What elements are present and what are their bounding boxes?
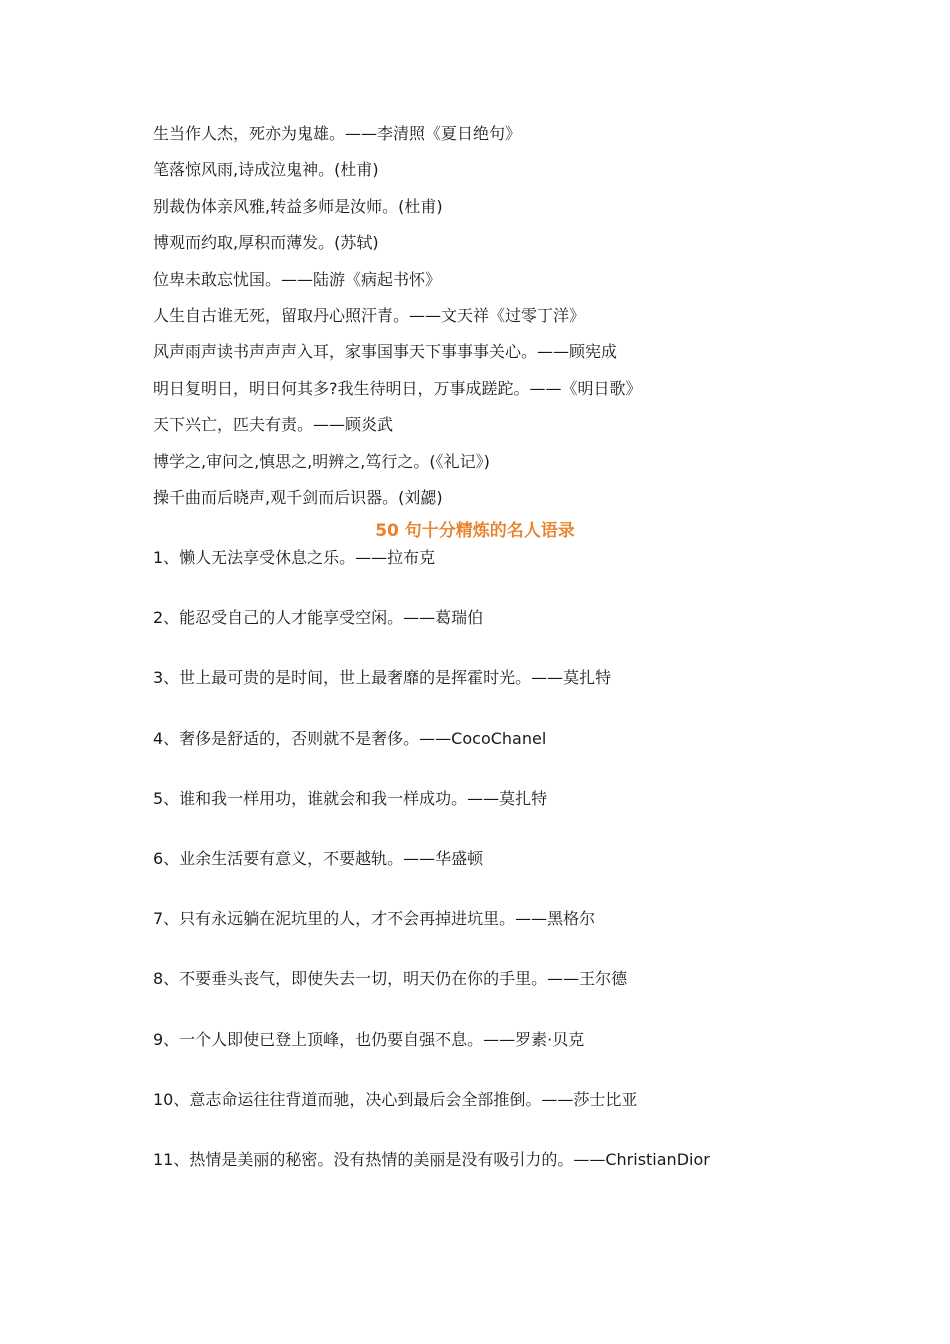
section-title: 50 句十分精炼的名人语录 [375, 521, 575, 541]
quote-item: 9、一个人即使已登上顶峰，也仍要自强不息。——罗素·贝克 [153, 1029, 585, 1049]
quote-item: 6、业余生活要有意义，不要越轨。——华盛顿 [153, 848, 484, 868]
quote-item: 4、奢侈是舒适的，否则就不是奢侈。——CocoChanel [153, 728, 547, 748]
poetry-line: 明日复明日，明日何其多?我生待明日，万事成蹉跎。——《明日歌》 [153, 378, 642, 398]
poetry-lines [153, 116, 853, 516]
poetry-line: 笔落惊风雨,诗成泣鬼神。(杜甫) [153, 160, 379, 180]
quote-item: 8、不要垂头丧气，即使失去一切，明天仍在你的手里。——王尔德 [153, 969, 628, 989]
poetry-line: 天下兴亡，匹夫有责。——顾炎武 [153, 415, 394, 435]
quote-item: 10、意志命运往往背道而驰，决心到最后会全部推倒。——莎士比亚 [153, 1089, 638, 1109]
poetry-line: 人生自古谁无死，留取丹心照汗青。——文天祥《过零丁洋》 [153, 305, 586, 325]
poetry-line: 别裁伪体亲风雅,转益多师是汝师。(杜甫) [153, 196, 443, 216]
quote-item: 3、世上最可贵的是时间，世上最奢靡的是挥霍时光。——莫扎特 [153, 668, 612, 688]
poetry-line: 博学之,审问之,慎思之,明辨之,笃行之。(《礼记》) [153, 451, 490, 471]
poetry-line: 生当作人杰，死亦为鬼雄。——李清照《夏日绝句》 [153, 124, 522, 143]
quote-item: 2、能忍受自己的人才能享受空闲。——葛瑞伯 [153, 608, 484, 628]
poetry-line: 博观而约取,厚积而薄发。(苏轼) [153, 233, 379, 253]
poetry-line: 位卑未敢忘忧国。——陆游《病起书怀》 [153, 269, 442, 289]
quote-item: 1、懒人无法享受休息之乐。——拉布克 [153, 548, 436, 567]
poetry-line: 操千曲而后晓声,观千剑而后识器。(刘勰) [153, 487, 443, 507]
quote-item: 5、谁和我一样用功，谁就会和我一样成功。——莫扎特 [153, 788, 548, 808]
quote-item: 7、只有永远躺在泥坑里的人，才不会再掉进坑里。——黑格尔 [153, 909, 596, 929]
poetry-line: 风声雨声读书声声声入耳，家事国事天下事事事关心。——顾宪成 [153, 342, 618, 362]
quote-item: 11、热情是美丽的秘密。没有热情的美丽是没有吸引力的。——ChristianDior [153, 1149, 710, 1169]
quote-list [153, 543, 873, 1205]
